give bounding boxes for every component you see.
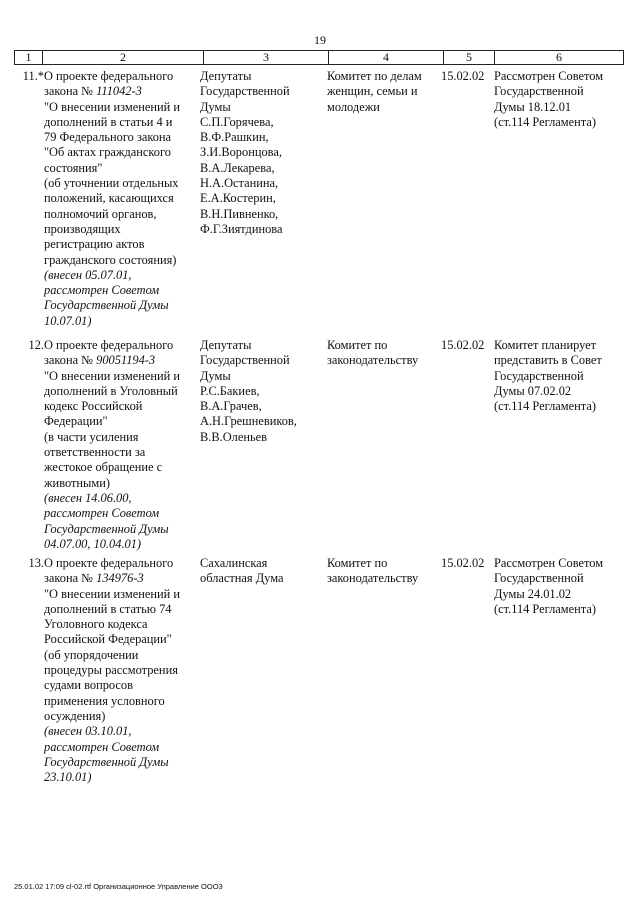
review-date: 15.02.02 bbox=[441, 556, 485, 570]
column-header-3: 3 bbox=[204, 51, 329, 65]
page-number: 19 bbox=[314, 33, 326, 47]
bill-authors: Депутаты Государственной Думы Р.С.Бакиев, В.А.Грачев, А.Н.Грешневиков, В.В.Оленьев bbox=[200, 338, 297, 444]
bill-title-text: О проекте федерального закона № bbox=[44, 556, 174, 586]
column-header-4: 4 bbox=[329, 51, 444, 65]
row-number: 13. bbox=[28, 556, 44, 570]
bill-number: 90051194-3 bbox=[96, 353, 156, 368]
row-number: 11.* bbox=[22, 69, 44, 83]
document-footer: 25.01.02 17:09 cl-02.rtf Организационное Управление ООО3 bbox=[14, 882, 223, 891]
responsible-committee: Комитет по законодательству bbox=[327, 338, 419, 368]
responsible-committee: Комитет по законодательству bbox=[327, 556, 419, 586]
bill-submission-note: (внесен 03.10.01, рассмотрен Советом Государственной Думы 23.10.01) bbox=[44, 724, 169, 785]
responsible-committee: Комитет по делам женщин, семьи и молодежи bbox=[327, 69, 422, 114]
bill-title bbox=[44, 69, 204, 329]
review-date: 15.02.02 bbox=[441, 69, 485, 83]
bill-status: Рассмотрен Советом Государственной Думы 24.01.02 (ст.114 Регламента) bbox=[494, 556, 604, 616]
row-number: 12. bbox=[28, 338, 44, 352]
bill-submission-note: (внесен 14.06.00, рассмотрен Советом Государственной Думы 04.07.00, 10.04.01) bbox=[44, 490, 169, 551]
bill-description: "О внесении изменений и дополнений в Уголовный кодекс Российской Федерации" (в части усиления ответственности за жестокое обращение с животными) bbox=[44, 368, 180, 490]
column-header-5: 5 bbox=[444, 51, 495, 65]
bill-number: 134976-3 bbox=[96, 571, 144, 586]
column-header-row bbox=[14, 50, 624, 65]
bill-title-text: О проекте федерального закона № bbox=[44, 69, 174, 99]
bill-description: "О внесении изменений и дополнений в статью 74 Уголовного кодекса Российской Федерации" (об упорядочении процедуры рассмотрения судами вопросов применения условного осуждения) bbox=[44, 586, 180, 723]
bill-number: 111042-3 bbox=[96, 84, 142, 99]
bill-description: "О внесении изменений и дополнений в статьи 4 и 79 Федерального закона "Об актах гражданского состояния" (об уточнении отдельных положений, касающихся полномочий органов, производящих регистрацию актов гражданского состояния) bbox=[44, 99, 180, 267]
review-date: 15.02.02 bbox=[441, 338, 485, 352]
bill-title bbox=[44, 338, 204, 552]
column-header-1: 1 bbox=[15, 51, 43, 65]
bill-title bbox=[44, 556, 204, 785]
bill-submission-note: (внесен 05.07.01, рассмотрен Советом Государственной Думы 10.07.01) bbox=[44, 267, 169, 328]
bill-authors: Депутаты Государственной Думы С.П.Горячева, В.Ф.Рашкин, З.И.Воронцова, В.А.Лекарева, Н.А.Останина, Е.А.Костерин, В.Н.Пивненко, Ф.Г.Зиятдинова bbox=[200, 69, 290, 236]
bill-status: Комитет планирует представить в Совет Государственной Думы 07.02.02 (ст.114 Регламента) bbox=[494, 338, 602, 414]
column-header-6: 6 bbox=[495, 51, 624, 65]
column-header-2: 2 bbox=[43, 51, 204, 65]
bill-title-text: О проекте федерального закона № bbox=[44, 338, 174, 368]
bill-status: Рассмотрен Советом Государственной Думы 18.12.01 (ст.114 Регламента) bbox=[494, 69, 604, 129]
bill-authors: Сахалинская областная Дума bbox=[200, 556, 284, 586]
